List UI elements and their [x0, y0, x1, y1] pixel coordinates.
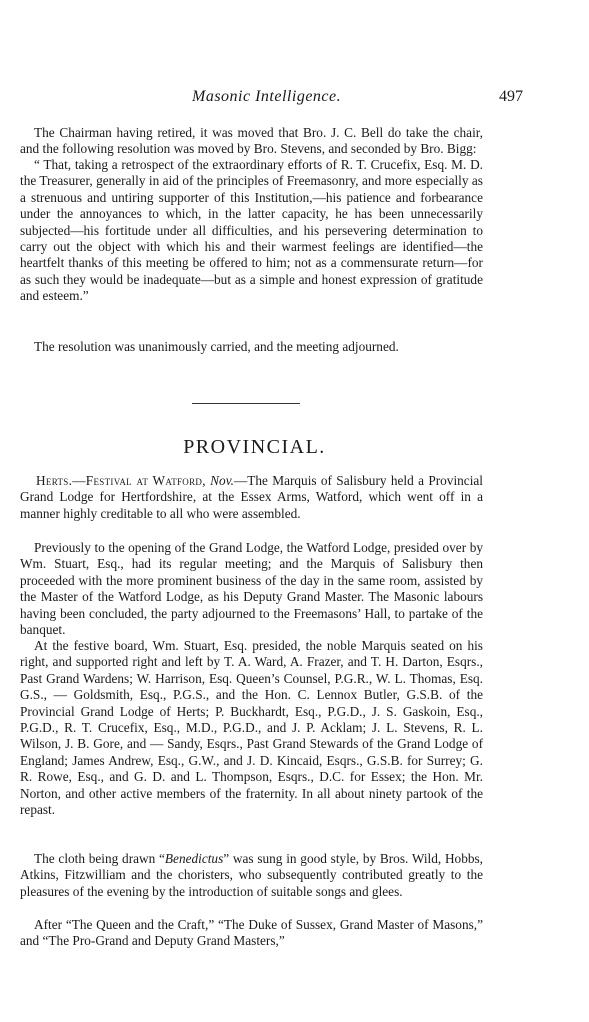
paragraph-festive-board: At the festive board, Wm. Stuart, Esq. presided, the noble Marquis seated on his right, and supported right and left by T. A. Ward, A. Frazer, and T. H. Darton, Esqrs., Past Grand Wardens; W. Harrison, Esq. Queen’s Counsel, P.G.R., W. L. Thomas, Esq. G.S., — Goldsmith, Esq., P.G.S., and the Hon. C. Lennox Butler, G.S.B. of the Provincial Grand Lodge of Herts; P. Buckhardt, Esq., P.G.D., J. S. Gaskoin, Esq., P.G.D., R. T. Crucefix, Esq., M.D., P.G.D., and J. P. Acklam; J. L. Stevens, R. L. Wilson, J. B. Gore, and — Sandy, Esqrs., Past Grand Stewards of the Grand Lodge of England; James Andrew, Esq., G.W., and J. D. Kincaid, Esqrs., G.S.B. for Surrey; G. R. Rowe, Esq., and G. D. and L. Thompson, Esqrs., D.C. for Essex; the Hon. Mr. Norton, and other active members of the fraternity. In all about ninety partook of the repast.: [20, 638, 483, 818]
paragraph-benedictus: [20, 851, 483, 900]
paragraph-toasts: After “The Queen and the Craft,” “The Duke of Sussex, Grand Master of Masons,” and “The Pro-Grand and Deputy Grand Masters,”: [20, 917, 483, 949]
benedictus-title: Benedictus: [164, 851, 224, 866]
paragraph-herts-festival: [20, 473, 483, 522]
event-name: —Festival at Watford,: [72, 473, 206, 488]
event-date: Nov.: [205, 473, 234, 488]
benedictus-lead: The cloth being drawn “: [34, 851, 165, 866]
section-divider: [192, 403, 300, 404]
section-heading: PROVINCIAL.: [183, 436, 326, 458]
place-name: Herts.: [36, 473, 73, 488]
page-number: 497: [499, 88, 523, 105]
paragraph-grand-lodge-opening: Previously to the opening of the Grand Lodge, the Watford Lodge, presided over by Wm. Stuart, Esq., had its regular meeting; and the Marquis of Salisbury then proceeded with the more prominent business of the day in the same room, assisted by the Master of the Watford Lodge, as his Deputy Grand Master. The Masonic labours having been concluded, the party adjourned to the Freemasons’ Hall, to partake of the banquet.: [20, 540, 483, 638]
paragraph-resolution-text: “ That, taking a retrospect of the extraordinary efforts of R. T. Crucefix, Esq. M. D. the Treasurer, generally in aid of the principles of Freemasonry, and more especially as a strenuous and untiring supporter of this Institution,—his patience and forbearance under the annoyances to which, in the latter capacity, he has been unnecessarily subjected—his fortitude under all difficulties, and his persevering determination to carry out the object with which his and their warmest feelings are identified—the heartfelt thanks of this meeting be offered to him; not as a commensurate return—for as such they would be inadequate—but as a simple and honest expression of gratitude and esteem.”: [20, 157, 483, 304]
paragraph-meeting-adjourned: The resolution was unanimously carried, and the meeting adjourned.: [34, 339, 399, 354]
running-title: Masonic Intelligence.: [192, 88, 342, 105]
benedictus-rest: ” was sung in good style, by Bros. Wild, Hobbs, Atkins, Fitzwilliam and the choristers, who subsequently contributed greatly to the pleasures of the evening by the introduction of suitable songs and glees.: [20, 851, 483, 899]
paragraph-herts-body: —The Marquis of Salisbury held a Provincial Grand Lodge for Hertfordshire, at the Essex Arms, Watford, which went off in a manner highly creditable to all who were assembled.: [20, 473, 483, 521]
running-head: [20, 88, 569, 110]
paragraph-chairman-retired: The Chairman having retired, it was moved that Bro. J. C. Bell do take the chair, and the following resolution was moved by Bro. Stevens, and seconded by Bro. Bigg:: [20, 125, 483, 157]
